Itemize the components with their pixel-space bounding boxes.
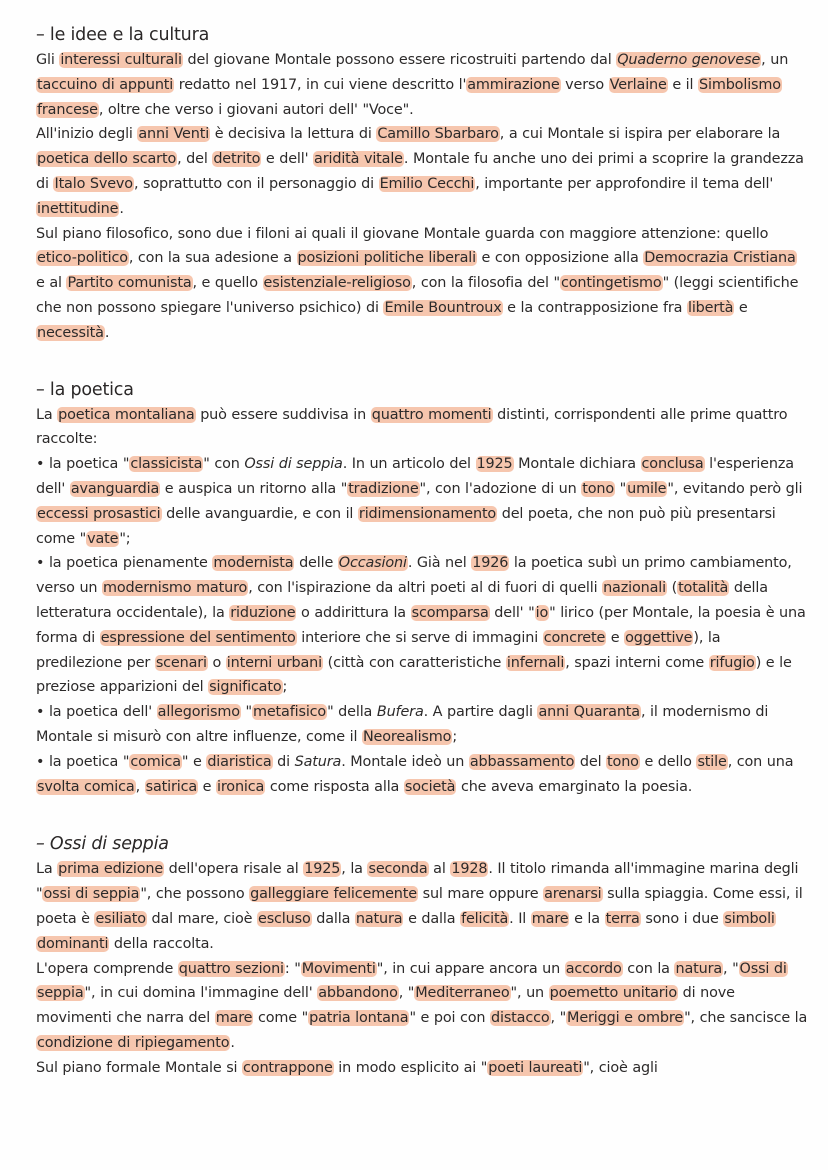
text-run: ", cioè agli: [583, 1059, 658, 1076]
highlighted-term: contrappone: [243, 1059, 333, 1076]
text-run: redatto nel 1917, in cui viene descritto l': [174, 76, 467, 93]
paragraph: [36, 48, 808, 122]
text-run: interiore che si serve di immagini: [296, 629, 543, 646]
highlighted-term: arenarsi: [544, 886, 602, 903]
text-run: , soprattutto con il personaggio di: [133, 175, 379, 192]
text-run: L'opera comprende: [36, 960, 178, 977]
highlighted-term: nazionali: [603, 580, 666, 597]
text-run: in modo esplicito ai ": [333, 1059, 488, 1076]
highlighted-term: distacco: [490, 1010, 550, 1027]
text-run: ": [240, 704, 252, 721]
text-run: della raccolta.: [109, 935, 214, 952]
text-run: , spazi interni come: [565, 654, 709, 671]
text-run: ) e le preziose apparizioni del: [36, 654, 792, 696]
highlighted-term: simboli dominanti: [37, 910, 775, 952]
highlighted-term: classicista: [130, 456, 203, 473]
highlighted-term: Mediterraneo: [415, 985, 510, 1002]
text-run: ;: [452, 728, 458, 745]
highlighted-term: espressione del sentimento: [100, 629, 296, 646]
highlighted-term: concrete: [543, 629, 606, 646]
highlighted-term: prima edizione: [58, 861, 164, 878]
text-run: , oltre che verso i giovani autori dell' "Voce".: [98, 101, 414, 118]
text-run: , con la filosofia del ": [411, 275, 560, 292]
text-run: ", in cui domina l'immagine dell': [84, 985, 318, 1002]
section-heading: – Ossi di seppia: [36, 834, 169, 855]
text-run: la poetica subì un primo cambiamento, verso un: [36, 555, 792, 597]
text-run: ", evitando però gli: [667, 480, 803, 497]
highlighted-term: aridità vitale: [314, 151, 403, 168]
text-run: . Già nel: [407, 555, 472, 572]
highlighted-term: satirica: [145, 778, 198, 795]
highlighted-term: metafisico: [252, 704, 327, 721]
text-run: , e quello: [192, 275, 263, 292]
text-run: , importante per approfondire il tema dell': [475, 175, 774, 192]
text-run: Gli: [36, 52, 60, 68]
text-run: e dalla: [403, 910, 461, 927]
text-run: come risposta alla: [265, 778, 404, 795]
highlighted-term: vate: [87, 530, 119, 547]
text-run: , con una: [727, 753, 794, 770]
text-run: delle avanguardie, e con il: [161, 505, 358, 522]
text-run: sul mare oppure: [417, 886, 544, 903]
highlighted-term: tono: [582, 480, 615, 497]
text-run: La: [36, 406, 58, 423]
text-run: Montale dichiara: [513, 456, 641, 473]
text-run: di: [272, 753, 295, 770]
section-heading: – le idee e la cultura: [36, 25, 210, 45]
highlighted-term: etico-politico: [37, 250, 128, 267]
highlighted-term: infernali: [506, 654, 565, 671]
highlighted-term: modernista: [213, 555, 294, 572]
highlighted-term: eccessi prosastici: [37, 505, 161, 522]
highlighted-term: quattro sezioni: [178, 960, 284, 977]
highlighted-term: diaristica: [207, 753, 272, 770]
text-run: dalla: [311, 910, 355, 927]
highlighted-term: mare: [215, 1010, 253, 1027]
paragraph: [36, 551, 808, 700]
section-spacer: [36, 346, 808, 377]
text-run: • la poetica ": [36, 456, 130, 473]
highlighted-term: poetica montaliana: [58, 406, 195, 423]
highlighted-term: anni Quaranta: [538, 704, 640, 721]
highlighted-term: necessità: [37, 324, 104, 341]
text-run: e dell': [261, 151, 314, 168]
highlighted-term: 1925: [476, 456, 513, 473]
paragraph: [36, 1056, 808, 1081]
highlighted-term: rifugio: [709, 654, 755, 671]
text-run: , con la sua adesione a: [128, 250, 297, 267]
highlighted-term: 1926: [472, 555, 509, 572]
paragraph: [36, 957, 808, 1056]
highlighted-term: terra: [605, 910, 640, 927]
highlighted-term: 1928: [451, 861, 488, 878]
text-run: • la poetica dell': [36, 704, 157, 721]
section-spacer: [36, 799, 808, 831]
text-run: . Il: [509, 910, 531, 927]
text-run: l'esperienza dell': [36, 456, 794, 497]
highlighted-term: natura: [675, 960, 723, 977]
highlighted-term: interessi culturali: [60, 52, 182, 68]
text-run: ", un: [510, 985, 549, 1002]
text-run: che aveva emarginato la poesia.: [456, 778, 693, 795]
text-run: , con l'ispirazione da altri poeti al di fuori di quelli: [248, 580, 603, 597]
highlighted-term: Italo Svevo: [54, 175, 133, 192]
text-run: " lirico (per Montale, la poesia è una forma di: [36, 604, 806, 646]
highlighted-term: mare: [531, 910, 569, 927]
highlighted-term: esiliato: [95, 910, 146, 927]
text-run: della letteratura occidentale), la: [36, 580, 768, 621]
text-run: (città con caratteristiche: [322, 654, 506, 671]
text-run: del giovane Montale possono essere ricostruiti partendo dal: [182, 52, 617, 68]
highlighted-term: felicità: [461, 910, 509, 927]
text-run: Sul piano formale Montale si: [36, 1059, 243, 1076]
highlighted-term: condizione di ripiegamento: [37, 1034, 230, 1051]
highlighted-term: poetica dello scarto: [37, 151, 177, 168]
highlighted-term: esistenziale-religioso: [263, 275, 411, 292]
section-heading: – la poetica: [36, 379, 134, 400]
text-run: con la: [622, 960, 675, 977]
highlighted-term: società: [404, 778, 456, 795]
highlighted-term: libertà: [687, 299, 734, 316]
highlighted-term: riduzione: [230, 604, 296, 621]
text-run: " con: [203, 456, 245, 473]
text-run: è decisiva la lettura di: [210, 126, 377, 143]
highlighted-term: anni Venti: [138, 126, 210, 143]
highlighted-term: ridimensionamento: [358, 505, 497, 522]
text-run: .: [104, 324, 110, 341]
text-run: • la poetica ": [36, 753, 130, 770]
highlighted-term: Quaderno genovese: [617, 52, 761, 68]
text-run: ", che possono: [140, 886, 250, 903]
highlighted-term: Neorealismo: [362, 728, 452, 745]
text-run: dell'opera risale al: [164, 861, 304, 878]
highlighted-term: Ossi di seppia: [37, 960, 787, 1002]
text-run: e: [606, 629, 625, 646]
text-run: , un: [761, 52, 789, 68]
text-run: , del: [177, 151, 213, 168]
highlighted-term: tradizione: [348, 480, 419, 497]
text-run: o: [207, 654, 226, 671]
highlighted-term: escluso: [257, 910, 311, 927]
highlighted-term: posizioni politiche liberali: [297, 250, 476, 267]
paragraph: [36, 700, 808, 750]
text-run: ), la predilezione per: [36, 629, 721, 671]
highlighted-term: abbandono: [318, 985, 398, 1002]
text-run: ", con l'adozione di un: [419, 480, 582, 497]
paragraph: [36, 403, 808, 453]
highlighted-term: comica: [130, 753, 181, 770]
text-run: . Montale ideò un: [341, 753, 469, 770]
text-run: può essere suddivisa in: [195, 406, 371, 423]
text-run: e auspica un ritorno alla ": [160, 480, 348, 497]
document-body: [36, 22, 808, 1080]
text-run: di nove movimenti che narra del: [36, 985, 735, 1027]
highlighted-term: scomparsa: [411, 604, 489, 621]
text-run: La: [36, 861, 58, 878]
text-run: ", che sancisce la: [684, 1010, 808, 1027]
highlighted-term: natura: [355, 910, 403, 927]
highlighted-term: detrito: [213, 151, 261, 168]
highlighted-term: Camillo Sbarbaro: [377, 126, 499, 143]
highlighted-term: stile: [697, 753, 727, 770]
text-run: verso: [560, 76, 609, 93]
highlighted-term: Emilio Cecchi: [379, 175, 475, 192]
highlighted-term: Movimenti: [301, 960, 376, 977]
highlighted-term: abbassamento: [469, 753, 575, 770]
text-run: sono i due: [640, 910, 724, 927]
highlighted-term: totalità: [678, 580, 729, 597]
text-run: Satura: [294, 753, 342, 770]
highlighted-term: svolta comica: [37, 778, 135, 795]
text-run: e il: [667, 76, 698, 93]
text-run: " (leggi scientifiche che non possono spiegare l'universo psichico) di: [36, 275, 799, 316]
highlighted-term: Emile Bountroux: [384, 299, 502, 316]
text-run: . Il titolo rimanda all'immagine marina degli ": [36, 861, 799, 903]
highlighted-term: Simbolismo francese: [37, 76, 781, 118]
highlighted-term: quattro momenti: [371, 406, 492, 423]
text-run: come ": [253, 1010, 309, 1027]
text-run: delle: [294, 555, 338, 572]
text-run: " e poi con: [409, 1010, 490, 1027]
text-run: , la: [341, 861, 368, 878]
text-run: Bufera: [376, 704, 424, 721]
highlighted-term: conclusa: [641, 456, 704, 473]
text-run: del poeta, che non può più presentarsi come ": [36, 505, 776, 547]
highlighted-term: 1925: [304, 861, 341, 878]
highlighted-term: scenari: [155, 654, 207, 671]
text-run: , il modernismo di Montale si misurò con altre influenze, come il: [36, 704, 769, 745]
text-run: e: [734, 299, 748, 316]
highlighted-term: galleggiare felicemente: [250, 886, 417, 903]
highlighted-term: poeti laureati: [488, 1059, 583, 1076]
text-run: . A partire dagli: [423, 704, 538, 721]
text-run: e al: [36, 275, 67, 292]
text-run: ", in cui appare ancora un: [376, 960, 565, 977]
highlighted-term: ossi di seppia: [43, 886, 140, 903]
highlighted-term: ammirazione: [467, 76, 560, 93]
text-run: del: [575, 753, 607, 770]
text-run: : ": [284, 960, 301, 977]
text-run: , a cui Montale si ispira per elaborare la: [499, 126, 781, 143]
text-run: Ossi di seppia: [244, 456, 343, 473]
text-run: e: [198, 778, 216, 795]
text-run: e la: [569, 910, 605, 927]
highlighted-term: significato: [209, 679, 282, 696]
text-run: ,: [135, 778, 145, 795]
highlighted-term: patria lontana: [309, 1010, 409, 1027]
paragraph: [36, 222, 808, 346]
highlighted-term: contingetismo: [560, 275, 662, 292]
highlighted-term: avanguardia: [70, 480, 160, 497]
text-run: dal mare, cioè: [146, 910, 257, 927]
text-run: .: [230, 1034, 235, 1051]
text-run: ";: [119, 530, 131, 547]
text-run: , ": [398, 985, 415, 1002]
highlighted-term: modernismo maturo: [103, 580, 248, 597]
highlighted-term: ironica: [217, 778, 265, 795]
text-run: , ": [723, 960, 739, 977]
highlighted-term: Verlaine: [609, 76, 667, 93]
highlighted-term: taccuino di appunti: [37, 76, 174, 93]
highlighted-term: Occasioni: [338, 555, 407, 572]
paragraph: [36, 452, 808, 551]
text-run: All'inizio degli: [36, 126, 138, 143]
text-run: " della: [327, 704, 377, 721]
highlighted-term: io: [535, 604, 549, 621]
text-run: ": [615, 480, 627, 497]
text-run: e con opposizione alla: [476, 250, 644, 267]
highlighted-term: seconda: [368, 861, 428, 878]
highlighted-term: tono: [607, 753, 639, 770]
highlighted-term: interni urbani: [226, 654, 322, 671]
highlighted-term: oggettive: [625, 629, 693, 646]
text-run: , ": [550, 1010, 567, 1027]
text-run: (: [666, 580, 678, 597]
text-run: e dello: [639, 753, 697, 770]
highlighted-term: accordo: [565, 960, 622, 977]
text-run: o addirittura la: [296, 604, 411, 621]
highlighted-term: allegorismo: [157, 704, 240, 721]
highlighted-term: umile: [627, 480, 667, 497]
highlighted-term: Meriggi e ombre: [567, 1010, 684, 1027]
text-run: e la contrapposizione fra: [502, 299, 687, 316]
text-run: . In un articolo del: [342, 456, 476, 473]
highlighted-term: poemetto unitario: [549, 985, 678, 1002]
text-run: " e: [181, 753, 207, 770]
text-run: .: [119, 200, 124, 217]
highlighted-term: inettitudine: [37, 200, 119, 217]
paragraph: [36, 857, 808, 956]
paragraph: [36, 750, 808, 800]
text-run: distinti, corrispondenti alle prime quattro raccolte:: [36, 406, 788, 448]
text-run: sulla spiaggia. Come essi, il poeta è: [36, 886, 803, 927]
text-run: Sul piano filosofico, sono due i filoni ai quali il giovane Montale guarda con maggiore attenzione: quello: [36, 225, 769, 242]
highlighted-term: Partito comunista: [67, 275, 192, 292]
text-run: dell' ": [489, 604, 535, 621]
highlighted-term: Democrazia Cristiana: [644, 250, 796, 267]
text-run: • la poetica pienamente: [36, 555, 213, 572]
text-run: al: [428, 861, 451, 878]
text-run: ;: [282, 679, 288, 696]
text-run: . Montale fu anche uno dei primi a scoprire la grandezza di: [36, 151, 804, 192]
paragraph: [36, 122, 808, 221]
